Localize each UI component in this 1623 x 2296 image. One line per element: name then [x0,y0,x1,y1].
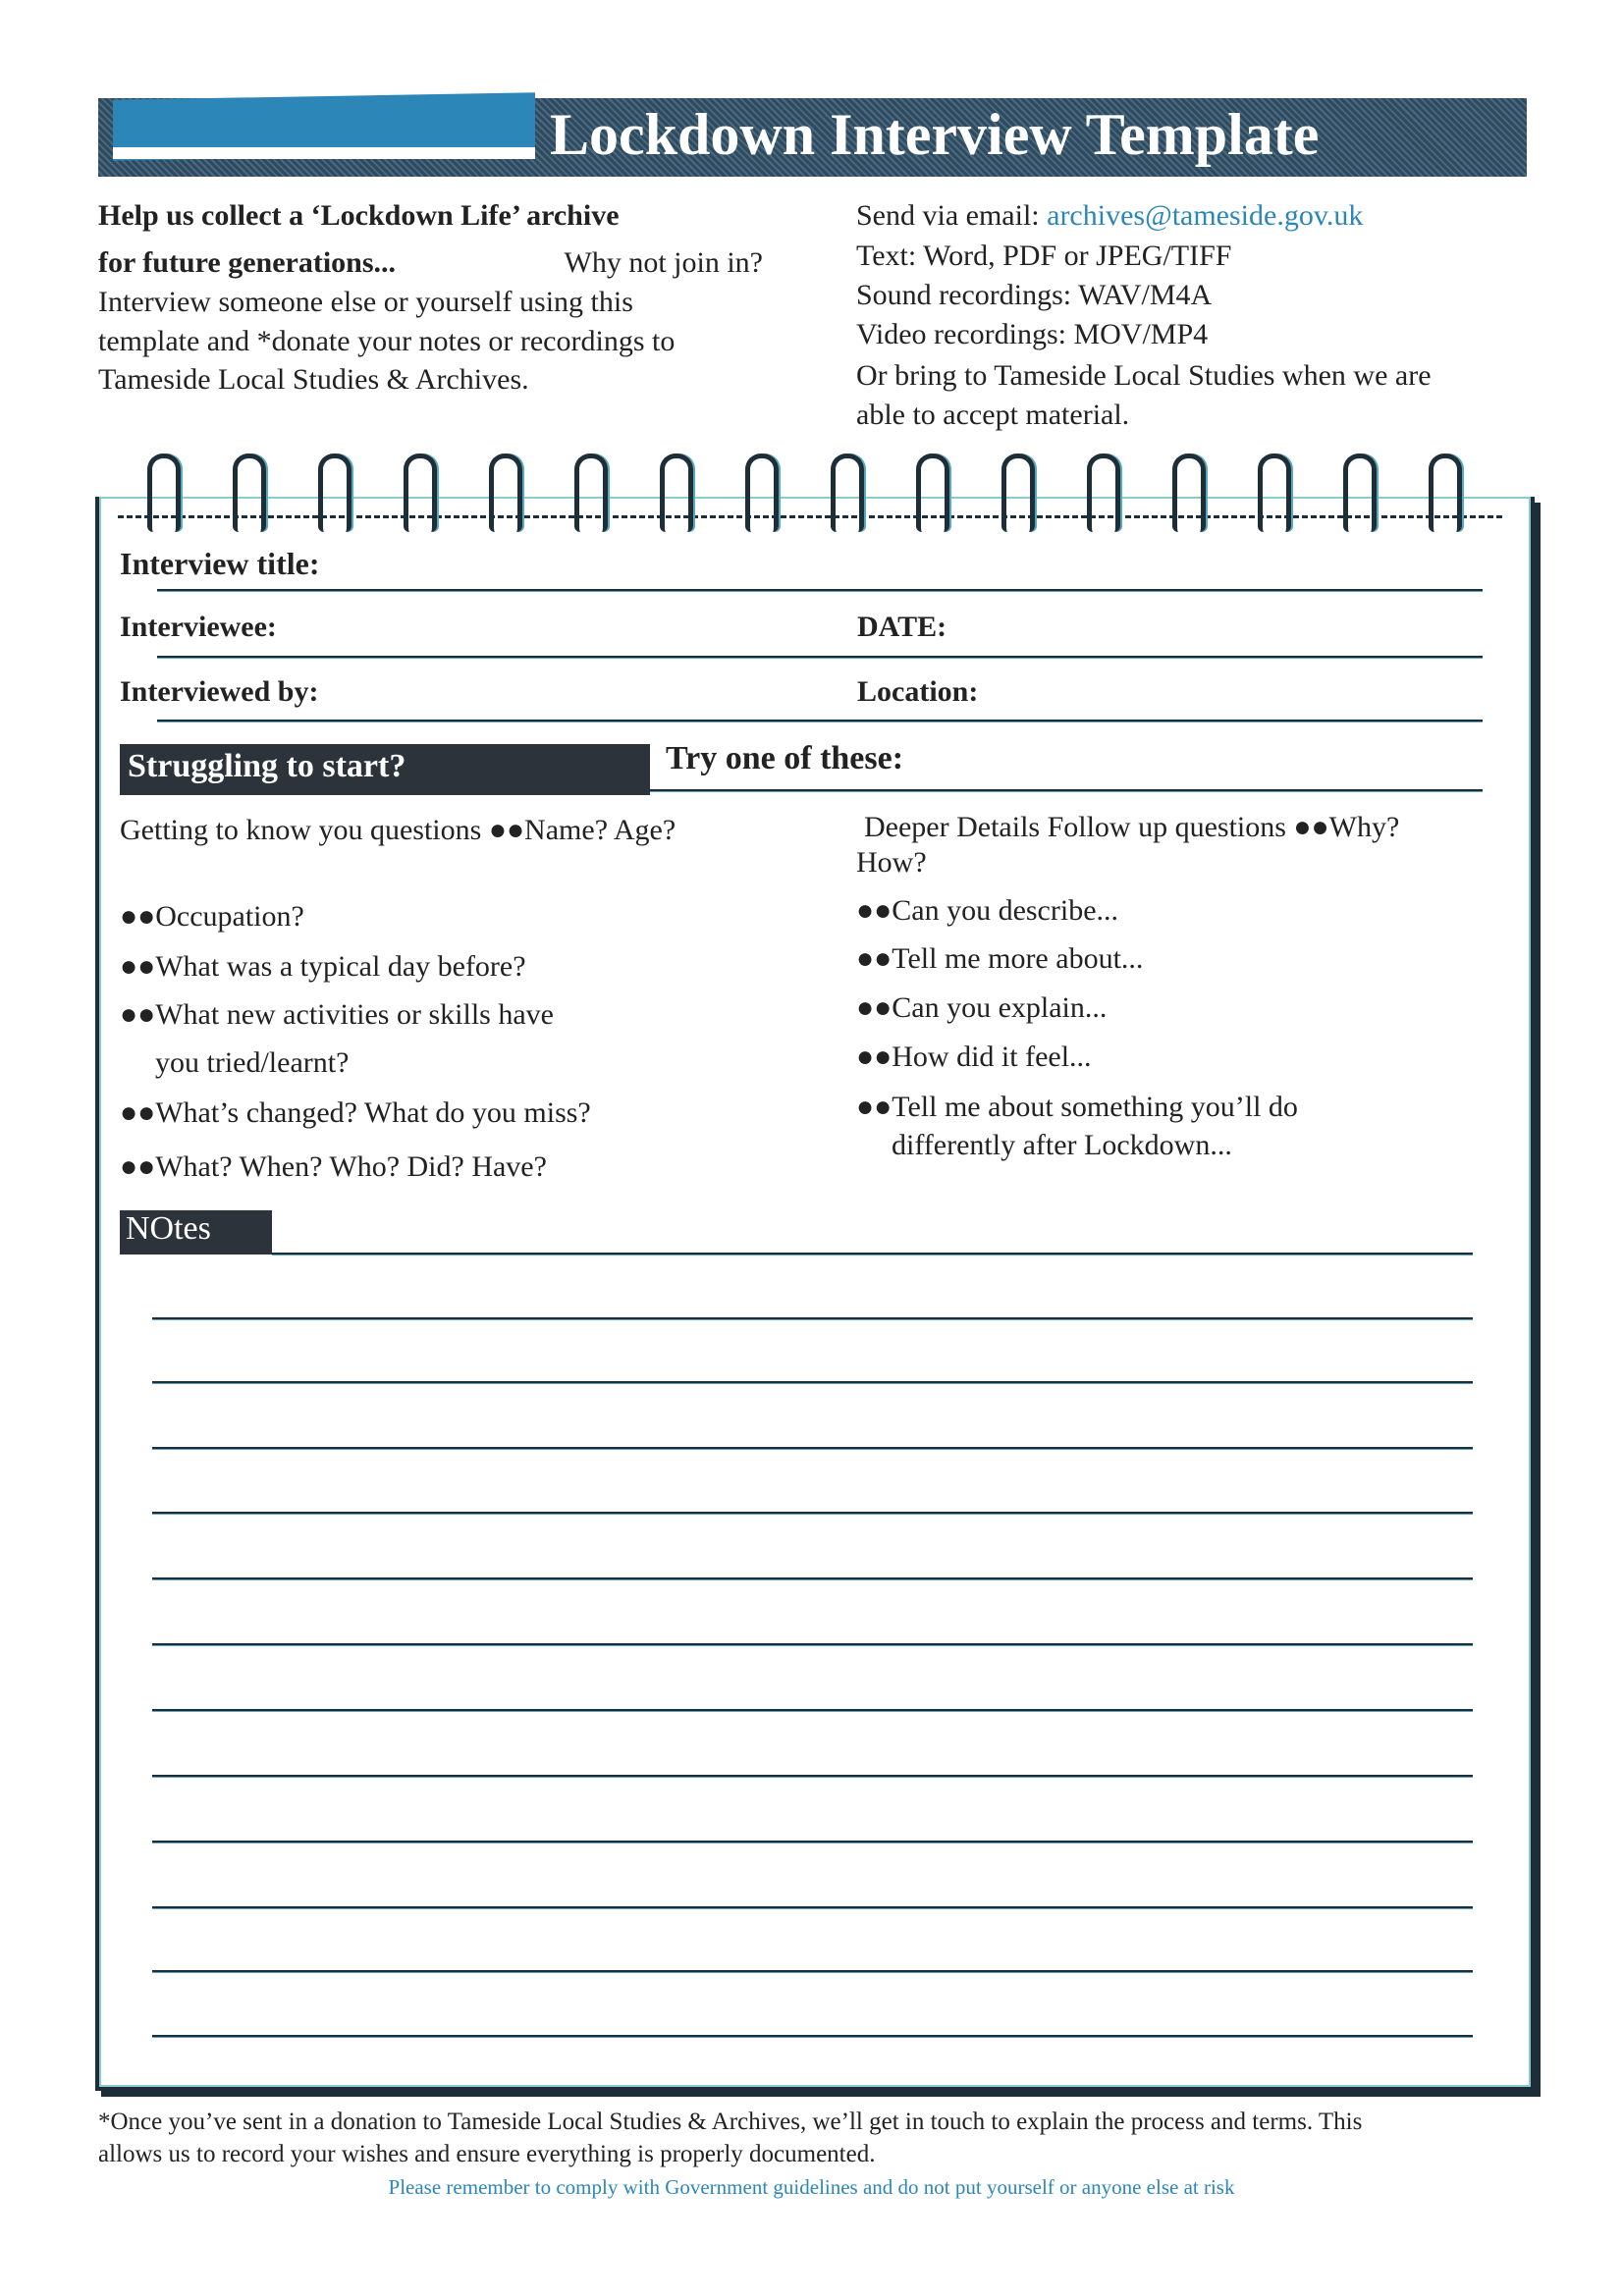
spiral-ring-icon [233,454,266,532]
notebook-frame [95,497,1535,2091]
notes-line[interactable] [152,1775,1473,1778]
intro-line-3: Interview someone else or yourself using this [98,286,633,318]
spiral-ring-icon [489,454,522,532]
spiral-ring-icon [831,454,864,532]
interview-title-label: Interview title: [120,546,320,581]
interviewee-label: Interviewee: [120,611,277,643]
intro-bold: for future generations... [98,246,397,279]
spiral-ring-icon [1429,454,1462,532]
notes-line[interactable] [152,2035,1473,2038]
notes-line[interactable] [152,1447,1473,1450]
struggling-heading: Struggling to start? [120,744,650,795]
spiral-ring-icon [574,454,608,532]
text-formats: Text: Word, PDF or JPEG/TIFF [856,240,1232,272]
question-item: ●●How did it feel... [856,1041,1092,1073]
question-item: ●●What was a typical day before? [120,950,526,983]
interviewee-date-field[interactable] [157,656,1483,659]
notes-line[interactable] [152,1577,1473,1580]
notes-line[interactable] [152,1381,1473,1384]
spiral-ring-icon [318,454,352,532]
question-item: ●●What? When? Who? Did? Have? [120,1150,547,1183]
page-title: Lockdown Interview Template [550,102,1320,167]
question-item: ●●What’s changed? What do you miss? [120,1096,591,1129]
question-item: ●●Tell me about something you’ll do [856,1091,1298,1123]
question-item: ●●What new activities or skills have [120,998,554,1031]
notes-line[interactable] [152,1906,1473,1909]
question-item: differently after Lockdown... [892,1129,1232,1161]
email-label: Send via email: [856,199,1048,232]
question-item: ●●Tell me more about... [856,942,1144,975]
intro-line-5: Tameside Local Studies & Archives. [98,363,529,396]
spiral-ring-icon [1258,454,1291,532]
notes-line[interactable] [152,1512,1473,1515]
try-heading: Try one of these: [666,740,904,776]
question-item: ●●Can you explain... [856,991,1108,1024]
safety-reminder: Please remember to comply with Government guidelines and do not put yourself or anyone else at risk [388,2175,1235,2199]
footer-line-2: allows us to record your wishes and ensure everything is properly documented. [98,2141,876,2167]
question-item: How? [856,846,927,879]
email-link[interactable]: archives@tameside.gov.uk [1047,199,1364,232]
intro-line-2 [98,243,763,283]
notes-line[interactable] [152,1970,1473,1973]
question-item: ●●Can you describe... [856,894,1119,927]
video-formats: Video recordings: MOV/MP4 [856,318,1209,350]
intro-line-1: Help us collect a ‘Lockdown Life’ archive [98,199,620,232]
sound-formats: Sound recordings: WAV/M4A [856,279,1213,311]
notes-line[interactable] [152,1709,1473,1712]
spiral-ring-icon [1001,454,1035,532]
interviewed-by-label: Interviewed by: [120,675,319,708]
question-item: Getting to know you questions ●●Name? Age? [120,814,676,846]
spiral-ring-icon [147,454,181,532]
bring-line-2: able to accept material. [856,399,1130,431]
divider [650,789,1483,792]
spiral-ring-icon [1172,454,1206,532]
bring-line-1: Or bring to Tameside Local Studies when we are [856,359,1432,392]
location-label: Location: [857,675,979,708]
date-label: DATE: [857,611,947,643]
spiral-ring-icon [1087,454,1120,532]
notes-line[interactable] [272,1253,1473,1255]
notes-line[interactable] [152,1841,1473,1843]
spiral-ring-icon [404,454,437,532]
question-item: ●●Occupation? [120,900,304,933]
question-item: Deeper Details Follow up questions ●●Why? [864,811,1400,843]
footer-line-1: *Once you’ve sent in a donation to Tameside Local Studies & Archives, we’ll get in touch to explain the process and terms. This [98,2109,1363,2135]
intro-line-4: template and *donate your notes or recordings to [98,325,676,357]
email-line [856,196,1363,236]
spiral-ring-icon [916,454,949,532]
intro-rest: Why not join in? [564,246,763,279]
interviewer-location-field[interactable] [157,720,1483,722]
spiral-ring-icon [1343,454,1377,532]
question-item: you tried/learnt? [155,1046,350,1079]
notes-heading: NOtes [120,1210,272,1255]
notes-line[interactable] [152,1643,1473,1646]
interview-title-field[interactable] [157,589,1483,592]
banner-stripe-white [113,147,535,159]
notes-line[interactable] [152,1317,1473,1320]
spiral-ring-icon [660,454,693,532]
spiral-ring-icon [745,454,779,532]
